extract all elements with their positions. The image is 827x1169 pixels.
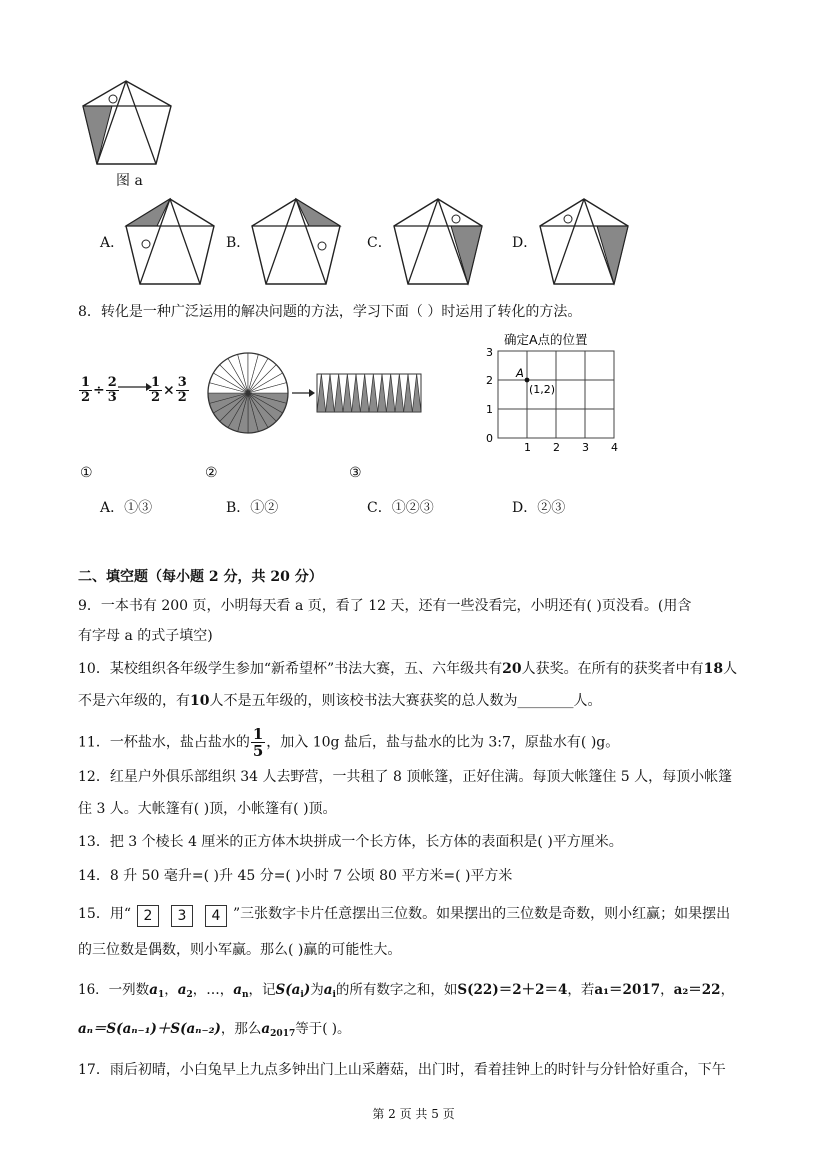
q8-fig2-circle-to-rectangle (205, 350, 425, 436)
q8-stem: 8．转化是一种广泛运用的解决问题的方法，学习下面（ ）时运用了转化的方法。 (78, 304, 582, 320)
q9-line1: 9．一本书有 200 页，小明每天看 a 页，看了 12 天，还有一些没看完，小明还有( )页没看。(用含 (78, 598, 692, 614)
fraction: $\frac{1}{5}$ (252, 725, 264, 760)
grid-x-tick: 4 (611, 441, 618, 454)
q8-fig1-fraction-conversion (78, 376, 120, 405)
fraction: $\frac{2}{3}$ (107, 375, 117, 405)
figure-a-pentagon (82, 78, 174, 168)
grid-x-tick: 3 (582, 441, 589, 454)
grid-x-tick: 1 (524, 441, 531, 454)
q8-option-b[interactable]: B．①② (226, 500, 279, 516)
grid-y-tick: 2 (486, 374, 493, 387)
number-card: 2 (137, 905, 159, 927)
q15-line1: 15．用“ 2 3 4 ”三张数字卡片任意摆出三位数。如果摆出的三位数是奇数，则小红赢；如果摆出 (78, 903, 730, 925)
q16-line2: aₙ＝S(aₙ₋₁)＋S(aₙ₋₂)，那么$a_{2017}$等于( )。 (78, 1021, 351, 1039)
q8-option-c[interactable]: C．①②③ (367, 500, 434, 516)
grid-y-tick: 1 (486, 403, 493, 416)
grid-point-label: A (516, 366, 524, 380)
multiply-sign: × (163, 382, 175, 399)
q7-option-d-pentagon[interactable] (538, 196, 630, 288)
q8-figure-marker-2: ② (205, 465, 218, 481)
grid-x-tick: 2 (553, 441, 560, 454)
figure-a-caption: 图 a (116, 173, 143, 189)
q10-line1: 10．某校组织各年级学生参加“新希望杯”书法大赛，五、六年级共有20人获奖。在所有的获奖者中有18人 (78, 661, 738, 677)
grid-title: 确定A点的位置 (504, 332, 588, 347)
q10-line2: 不是六年级的，有10人不是五年级的，则该校书法大赛获奖的总人数为________人。 (78, 693, 602, 709)
q7-option-b-label[interactable]: B． (226, 235, 251, 251)
divide-sign: ÷ (93, 382, 105, 399)
q7-option-b-pentagon[interactable] (250, 196, 342, 288)
number-card: 4 (205, 905, 227, 927)
q7-option-d-label[interactable]: D． (512, 235, 538, 251)
grid-y-tick: 0 (486, 432, 493, 445)
q7-option-c-pentagon[interactable] (392, 196, 484, 288)
q7-option-a-pentagon[interactable] (124, 196, 216, 288)
q8-option-d[interactable]: D．②③ (512, 500, 566, 516)
q7-option-c-label[interactable]: C． (367, 235, 392, 251)
q9-line2: 有字母 a 的式子填空) (78, 628, 213, 644)
q8-figure-marker-1: ① (80, 465, 93, 481)
q15-line2: 的三位数是偶数，则小军赢。那么( )赢的可能性大。 (78, 942, 402, 958)
q8-fig3-coordinate-grid (482, 332, 622, 454)
grid-point-a (525, 378, 530, 383)
q12-line2: 住 3 人。大帐篷有( )顶，小帐篷有( )顶。 (78, 801, 337, 817)
q12-line1: 12．红星户外俱乐部组织 34 人去野营，一共租了 8 顶帐篷，正好住满。每顶大帐篷住 5 人，每顶小帐篷 (78, 769, 733, 785)
section-title-fill-in: 二、填空题（每小题 2 分，共 20 分） (78, 569, 323, 585)
number-card: 3 (171, 905, 193, 927)
grid-y-tick: 3 (486, 346, 493, 359)
q17-line: 17．雨后初晴，小白兔早上九点多钟出门上山采蘑菇，出门时，看着挂钟上的时针与分针恰好重合，下午 (78, 1062, 726, 1078)
fraction: $\frac{1}{2}$ (151, 375, 161, 405)
q8-option-a[interactable]: A．①③ (100, 500, 153, 516)
q7-option-a-label[interactable]: A． (100, 235, 125, 251)
grid-point-coord: (1,2) (529, 383, 556, 396)
fraction: $\frac{3}{2}$ (177, 375, 187, 405)
q14-line: 14．8 升 50 毫升=( )升 45 分=( )小时 7 公顷 80 平方米=( )平方米 (78, 868, 513, 884)
q8-figure-marker-3: ③ (349, 465, 362, 481)
q16-line1: 16．一列数$a_1$，$a_2$，…，$a_n$，记$S(a_i)$为$a_i$的所有数字之和，如S(22)＝2＋2＝4，若a₁＝2017，a₂＝22， (78, 982, 735, 1000)
fraction: $\frac{1}{2}$ (81, 375, 91, 405)
q13-line: 13．把 3 个棱长 4 厘米的正方体木块拼成一个长方体，长方体的表面积是( )平方厘米。 (78, 834, 623, 850)
q8-fig1-result (148, 376, 190, 405)
q11-line: 11．一杯盐水，盐占盐水的 $\frac{1}{5}$ ，加入 10g 盐后，盐与盐水的比为 3:7，原盐水有( )g。 (78, 725, 620, 760)
page-footer: 第 2 页 共 5 页 (372, 1107, 455, 1121)
arrow-right-icon (118, 381, 152, 393)
